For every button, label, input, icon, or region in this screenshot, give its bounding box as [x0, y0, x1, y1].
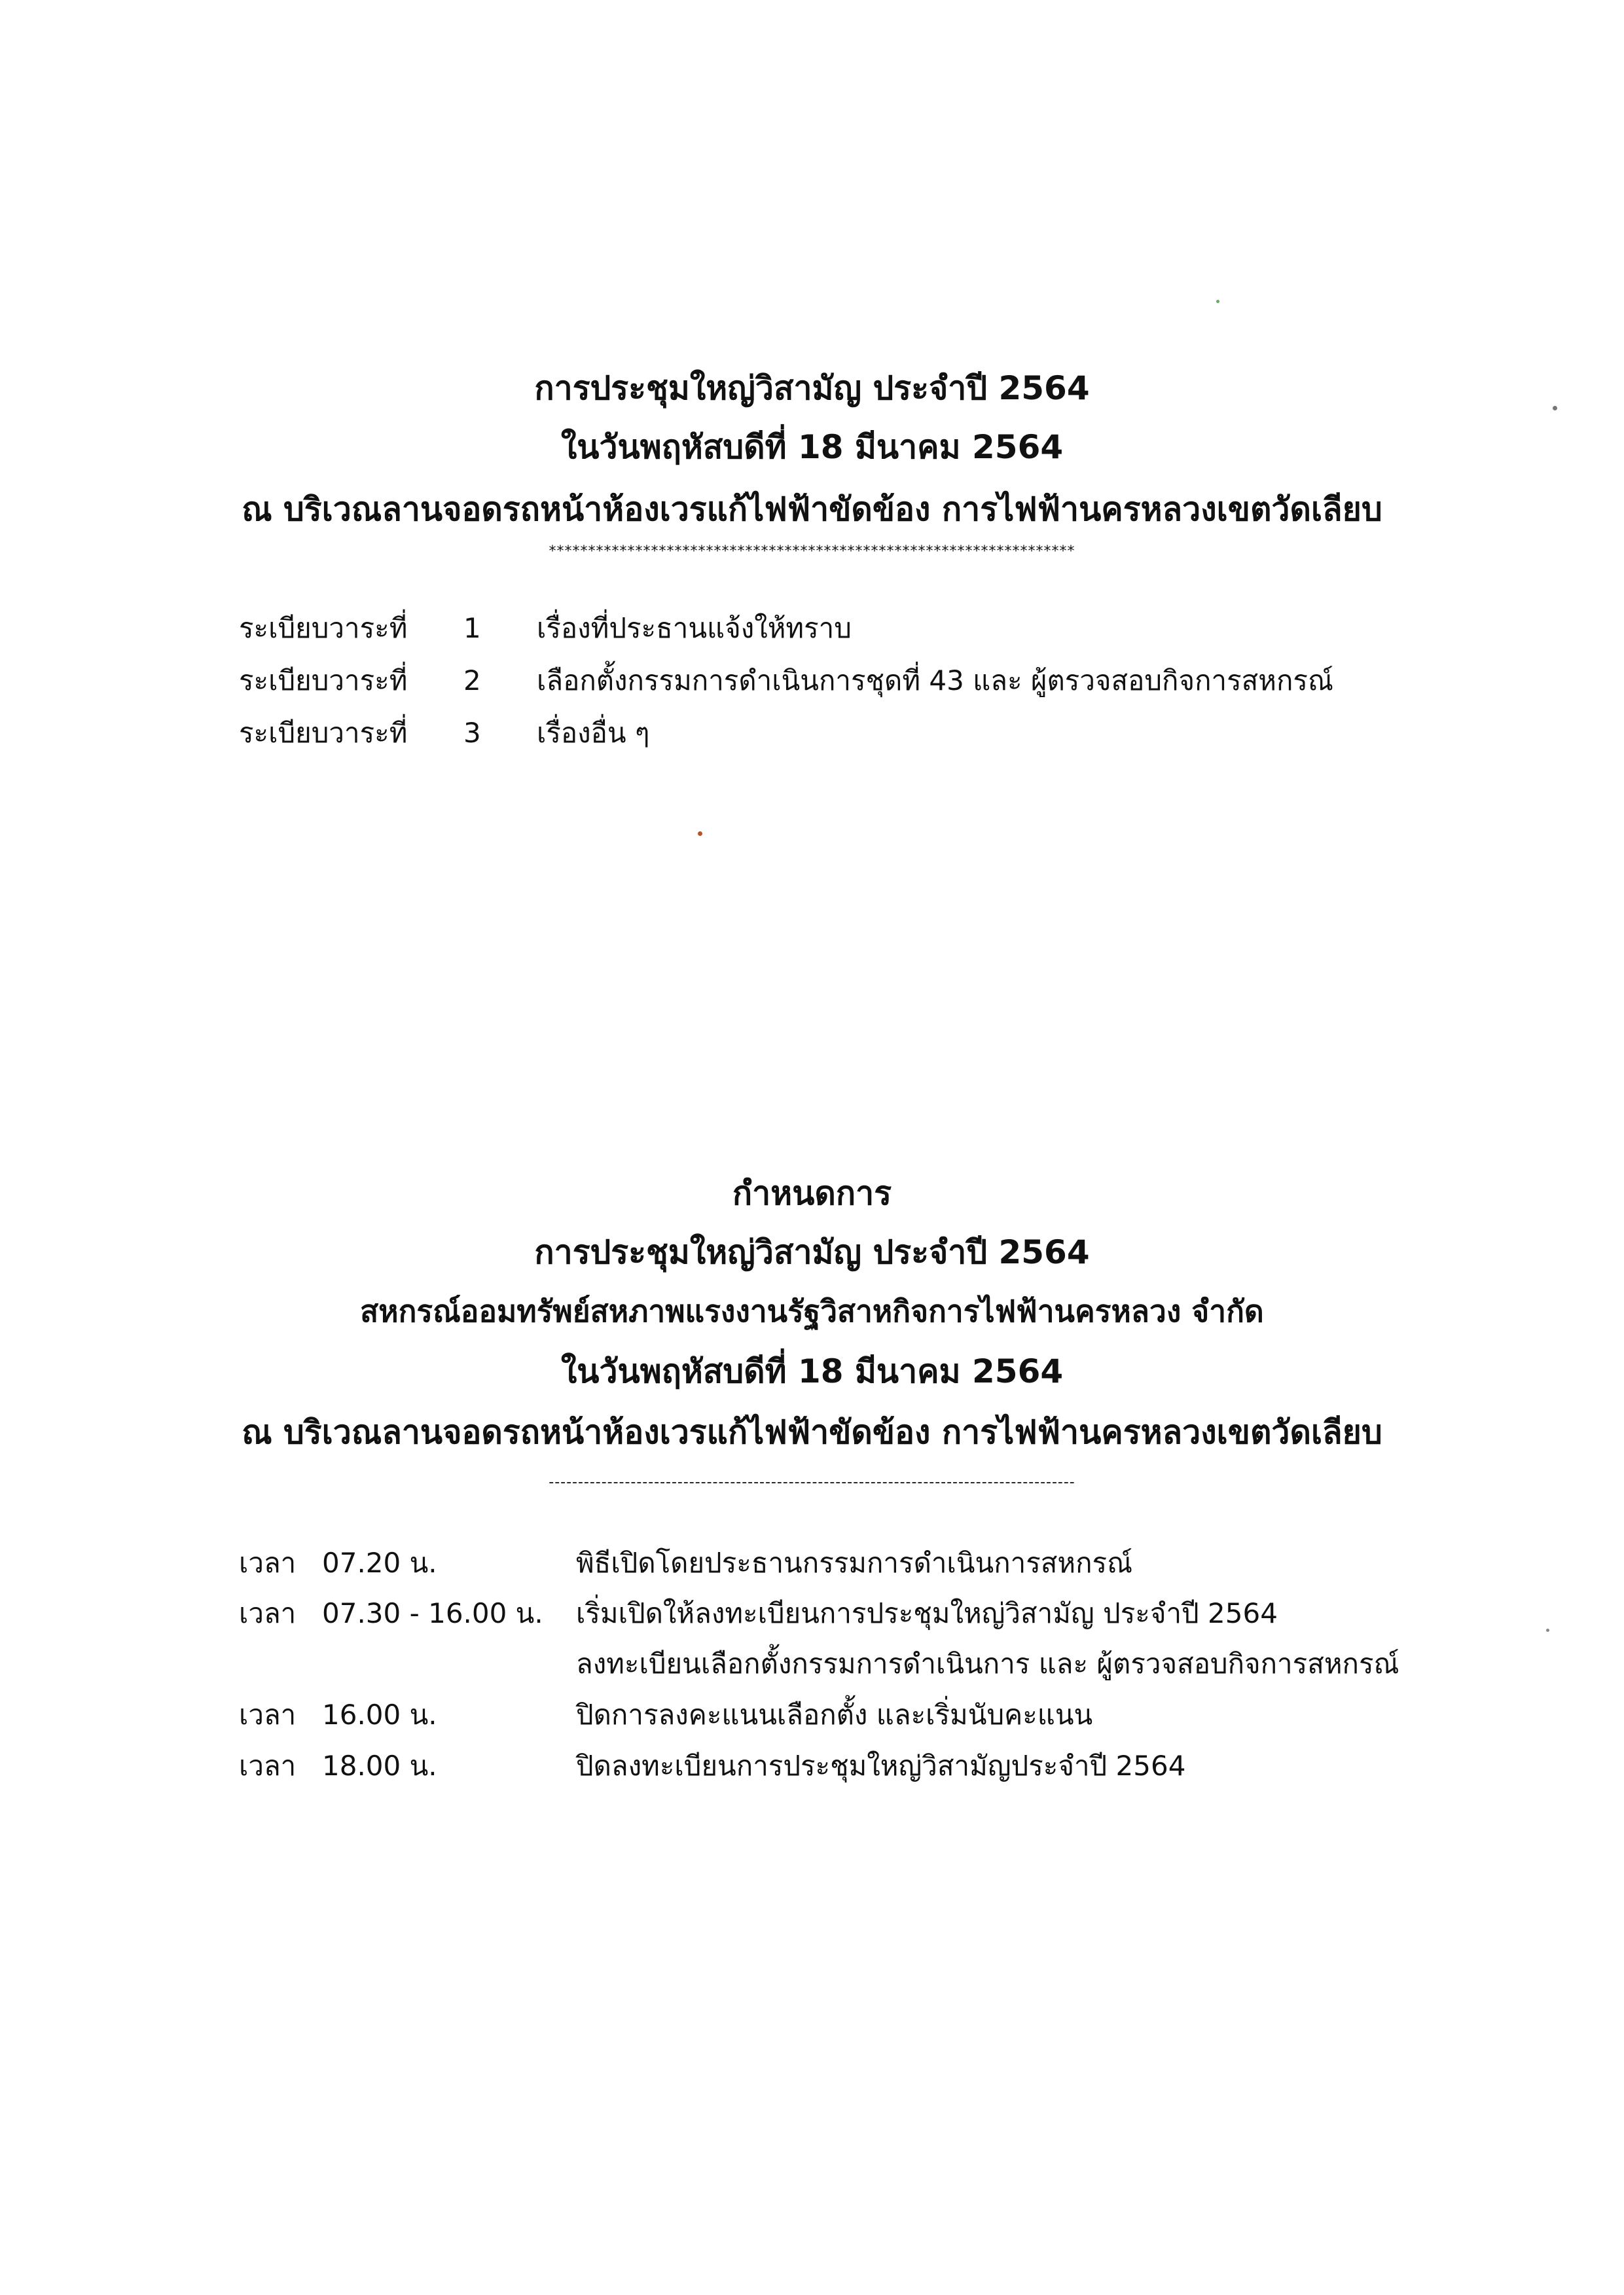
schedule-heading: กำหนดการ [732, 1174, 892, 1212]
agenda-text: เรื่องอื่น ๆ [537, 717, 650, 749]
agenda-number: 3 [463, 717, 481, 749]
agenda-item [0, 609, 1624, 648]
time-value: 16.00 น. [322, 1699, 437, 1731]
schedule-title: การประชุมใหญ่วิสามัญ ประจำปี 2564 [534, 1233, 1090, 1271]
agenda-text: เรื่องที่ประธานแจ้งให้ทราบ [537, 612, 852, 644]
scan-speck [1546, 1629, 1549, 1632]
agenda-label: ระเบียบวาระที่ [239, 612, 408, 644]
schedule-row [0, 1746, 1624, 1786]
schedule-text: ปิดลงทะเบียนการประชุมใหญ่วิสามัญประจำปี 2564 [576, 1750, 1186, 1782]
time-value: 07.20 น. [322, 1547, 437, 1579]
time-value: 07.30 - 16.00 น. [322, 1597, 543, 1629]
agenda-venue: ณ บริเวณลานจอดรถหน้าห้องเวรแก้ไฟฟ้าขัดข้อง การไฟฟ้านครหลวงเขตวัดเลียบ [242, 490, 1382, 528]
schedule-row [0, 1695, 1624, 1735]
schedule-text: ลงทะเบียนเลือกตั้งกรรมการดำเนินการ และ ผู้ตรวจสอบกิจการสหกรณ์ [576, 1648, 1399, 1680]
scan-speck [1553, 406, 1557, 410]
agenda-text: เลือกตั้งกรรมการดำเนินการชุดที่ 43 และ ผู้ตรวจสอบกิจการสหกรณ์ [537, 664, 1333, 696]
schedule-row [0, 1544, 1624, 1583]
agenda-date: ในวันพฤหัสบดีที่ 18 มีนาคม 2564 [560, 428, 1064, 466]
schedule-date: ในวันพฤหัสบดีที่ 18 มีนาคม 2564 [560, 1352, 1064, 1390]
time-value: 18.00 น. [322, 1750, 437, 1782]
schedule-row [0, 1594, 1624, 1633]
agenda-label: ระเบียบวาระที่ [239, 664, 408, 696]
schedule-venue: ณ บริเวณลานจอดรถหน้าห้องเวรแก้ไฟฟ้าขัดข้อง การไฟฟ้านครหลวงเขตวัดเลียบ [242, 1413, 1382, 1451]
agenda-item [0, 714, 1624, 753]
time-label: เวลา [239, 1597, 297, 1629]
time-label: เวลา [239, 1699, 297, 1731]
time-label: เวลา [239, 1750, 297, 1782]
agenda-item [0, 661, 1624, 700]
agenda-number: 1 [463, 612, 481, 644]
agenda-label: ระเบียบวาระที่ [239, 717, 408, 749]
agenda-divider: ******************************************************************* [549, 543, 1075, 560]
schedule-text: พิธีเปิดโดยประธานกรรมการดำเนินการสหกรณ์ [576, 1547, 1133, 1579]
schedule-text: เริ่มเปิดให้ลงทะเบียนการประชุมใหญ่วิสามัญ ประจำปี 2564 [576, 1597, 1278, 1629]
schedule-row [0, 1644, 1624, 1684]
schedule-divider: ------------------------------------------------------------------------------------------ [549, 1474, 1075, 1491]
cooperative-name: สหกรณ์ออมทรัพย์สหภาพแรงงานรัฐวิสาหกิจการไฟฟ้านครหลวง จำกัด [360, 1293, 1264, 1329]
agenda-number: 2 [463, 664, 481, 696]
agenda-title: การประชุมใหญ่วิสามัญ ประจำปี 2564 [534, 369, 1090, 407]
schedule-text: ปิดการลงคะแนนเลือกตั้ง และเริ่มนับคะแนน [576, 1699, 1093, 1731]
time-label: เวลา [239, 1547, 297, 1579]
scan-speck [1216, 300, 1219, 303]
scan-speck [698, 831, 702, 836]
